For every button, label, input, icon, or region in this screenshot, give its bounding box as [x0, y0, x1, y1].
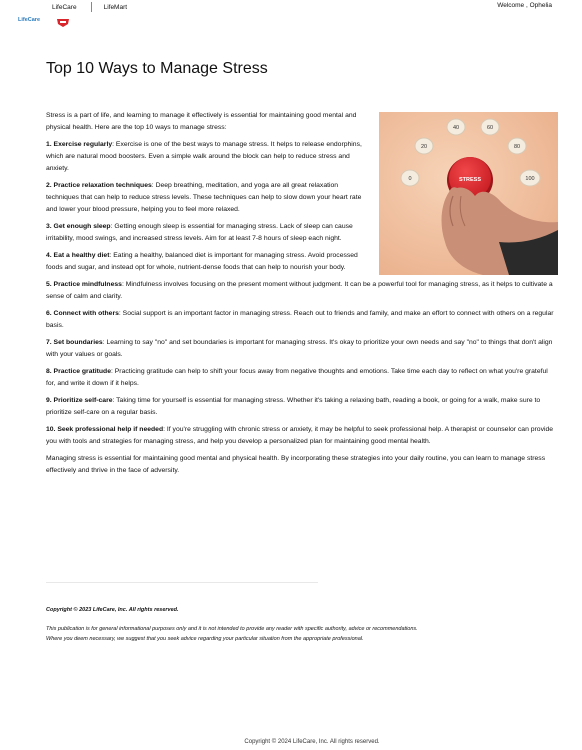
intro-paragraph: Stress is a part of life, and learning to manage it effectively is essential for maintaining good mental and physical health. Here are the top 10 ways to manage stress:: [46, 112, 357, 131]
nav-link-lifecare[interactable]: LifeCare: [52, 3, 77, 11]
page-title: Top 10 Ways to Manage Stress: [46, 60, 268, 77]
tip-item: 3. Get enough sleep: Getting enough sleep is essential for managing stress. Lack of sleep can cause irritability, mood swings, and increased stress levels. Aim for at least 7-8 hours of sleep each night.: [46, 223, 353, 242]
tip-text: Practicing gratitude can help to shift your focus away from negative thoughts and emotions. Take time each day to reflect on what you're grateful for, and write it down if it helps.: [46, 368, 548, 387]
nav-link-lifemart[interactable]: LifeMart: [103, 3, 128, 11]
tip-item: 9. Prioritize self-care: Taking time for yourself is essential for managing stress. Whether it's taking a relaxing bath, reading a book, or going for a walk, make sure to prioritize self-care on a regular basis.: [46, 397, 541, 416]
svg-text:100: 100: [525, 176, 535, 182]
svg-text:40: 40: [452, 125, 460, 131]
tip-item: 5. Practice mindfulness: Mindfulness involves focusing on the present moment without judgment. It can be a powerful tool for managing stress, as it helps to cultivate a sense of calm and clarity.: [46, 281, 553, 300]
tip-item: 7. Set boundaries: Learning to say "no" and set boundaries is important for managing stress. It's okay to prioritize your own needs and say "no" to things that don't align with your values or goals.: [46, 339, 553, 358]
tip-text: Exercise is one of the best ways to manage stress. It helps to release endorphins, which are natural mood boosters. Even a simple walk around the block can help to reduce stress and anxiety.: [46, 141, 362, 172]
footer-divider: [46, 582, 318, 583]
tip-heading: 5. Practice mindfulness: [46, 281, 122, 288]
top-nav: [52, 2, 127, 12]
svg-text:0: 0: [408, 176, 412, 182]
tip-text: Deep breathing, meditation, and yoga are all great relaxation techniques that can help to reduce stress levels. These techniques can help to slow down your heart rate and lower your blood pressure, helping you to feel more relaxed.: [46, 182, 362, 213]
brand-row: [18, 15, 70, 25]
tip-heading: 3. Get enough sleep: [46, 223, 111, 230]
svg-text:60: 60: [486, 125, 494, 131]
lifecare-logo[interactable]: LifeCare: [18, 17, 41, 23]
tip-heading: 10. Seek professional help if needed: [46, 426, 164, 433]
tip-item: 8. Practice gratitude: Practicing gratitude can help to shift your focus away from negative thoughts and emotions. Take time each day to reflect on what you're grateful for, and write it down if it helps.: [46, 368, 548, 387]
tip-heading: 1. Exercise regularly: [46, 141, 113, 148]
tip-heading: 8. Practice gratitude: [46, 368, 111, 375]
tip-text: Social support is an important factor in managing stress. Reach out to friends and family, and make an effort to connect with others on a regular basis.: [46, 310, 554, 329]
conclusion-paragraph: Managing stress is essential for maintaining good mental and physical health. By incorporating these strategies into your daily routine, you can learn to manage stress effectively and thrive in the face of adversity.: [46, 455, 546, 474]
svg-text:80: 80: [513, 144, 521, 150]
tip-heading: 6. Connect with others: [46, 310, 119, 317]
article-copyright: Copyright © 2023 LifeCare, Inc. All rights reserved.: [46, 607, 179, 613]
welcome-user-menu[interactable]: Welcome , Ophelia: [497, 2, 552, 9]
top-navigation-bar: [0, 0, 582, 12]
svg-text:STRESS: STRESS: [458, 177, 482, 183]
disclaimer-text: This publication is for general informational purposes only and it is not intended to provide any reader with specific authority, advice or recommendations. Where you deem necessary, we suggest that you seek advice regarding your particular situation from the appropriate professional.: [46, 626, 418, 642]
tip-item: 10. Seek professional help if needed: If you're struggling with chronic stress or anxiety, it may be helpful to seek professional help. A therapist or counselor can provide you with tools and strategies for managing stress, and help you develop a personalized plan for maintaining good mental health.: [46, 426, 554, 445]
site-copyright: Copyright © 2024 LifeCare, Inc. All rights reserved.: [244, 739, 380, 745]
tip-heading: 4. Eat a healthy diet: [46, 252, 110, 259]
tip-heading: 2. Practice relaxation techniques: [46, 182, 152, 189]
tip-text: Taking time for yourself is essential for managing stress. Whether it's taking a relaxing bath, reading a book, or going for a walk, make sure to prioritize self-care on a regular basis.: [46, 397, 541, 416]
tip-item: 6. Connect with others: Social support is an important factor in managing stress. Reach out to friends and family, and make an effort to connect with others on a regular basis.: [46, 310, 554, 329]
tip-text: Getting enough sleep is essential for managing stress. Lack of sleep can cause irritability, mood swings, and increased stress levels. Aim for at least 7-8 hours of sleep each night.: [46, 223, 353, 242]
tip-item: 1. Exercise regularly: Exercise is one of the best ways to manage stress. It helps to release endorphins, which are natural mood boosters. Even a simple walk around the block can help to reduce stress and anxiety.: [46, 141, 362, 172]
tip-text: Eating a healthy, balanced diet is important for managing stress. Avoid processed foods and sugar, and instead opt for whole, nutrient-dense foods that can help to nourish your body.: [46, 252, 358, 271]
tip-item: 4. Eat a healthy diet: Eating a healthy, balanced diet is important for managing stress. Avoid processed foods and sugar, and instead opt for whole, nutrient-dense foods that can help to nourish your body.: [46, 252, 358, 271]
article-body: [46, 110, 558, 482]
tip-heading: 7. Set boundaries: [46, 339, 103, 346]
tip-text: Learning to say "no" and set boundaries is important for managing stress. It's okay to prioritize your own needs and say "no" to things that don't align with your values or goals.: [46, 339, 553, 358]
nav-divider: [91, 2, 92, 12]
tip-text: Mindfulness involves focusing on the present moment without judgment. It can be a powerful tool for managing stress, as it helps to cultivate a sense of calm and clarity.: [46, 281, 553, 300]
svg-text:20: 20: [420, 144, 428, 150]
tip-item: 2. Practice relaxation techniques: Deep breathing, meditation, and yoga are all great relaxation techniques that can help to reduce stress levels. These techniques can help to slow down your heart rate and lower your blood pressure, helping you to feel more relaxed.: [46, 182, 362, 213]
tip-heading: 9. Prioritize self-care: [46, 397, 113, 404]
tip-text: If you're struggling with chronic stress or anxiety, it may be helpful to seek professional help. A therapist or counselor can provide you with tools and strategies for managing stress, and help you develop a personalized plan for maintaining good mental health.: [46, 426, 554, 445]
partner-badge-icon: [56, 15, 70, 25]
